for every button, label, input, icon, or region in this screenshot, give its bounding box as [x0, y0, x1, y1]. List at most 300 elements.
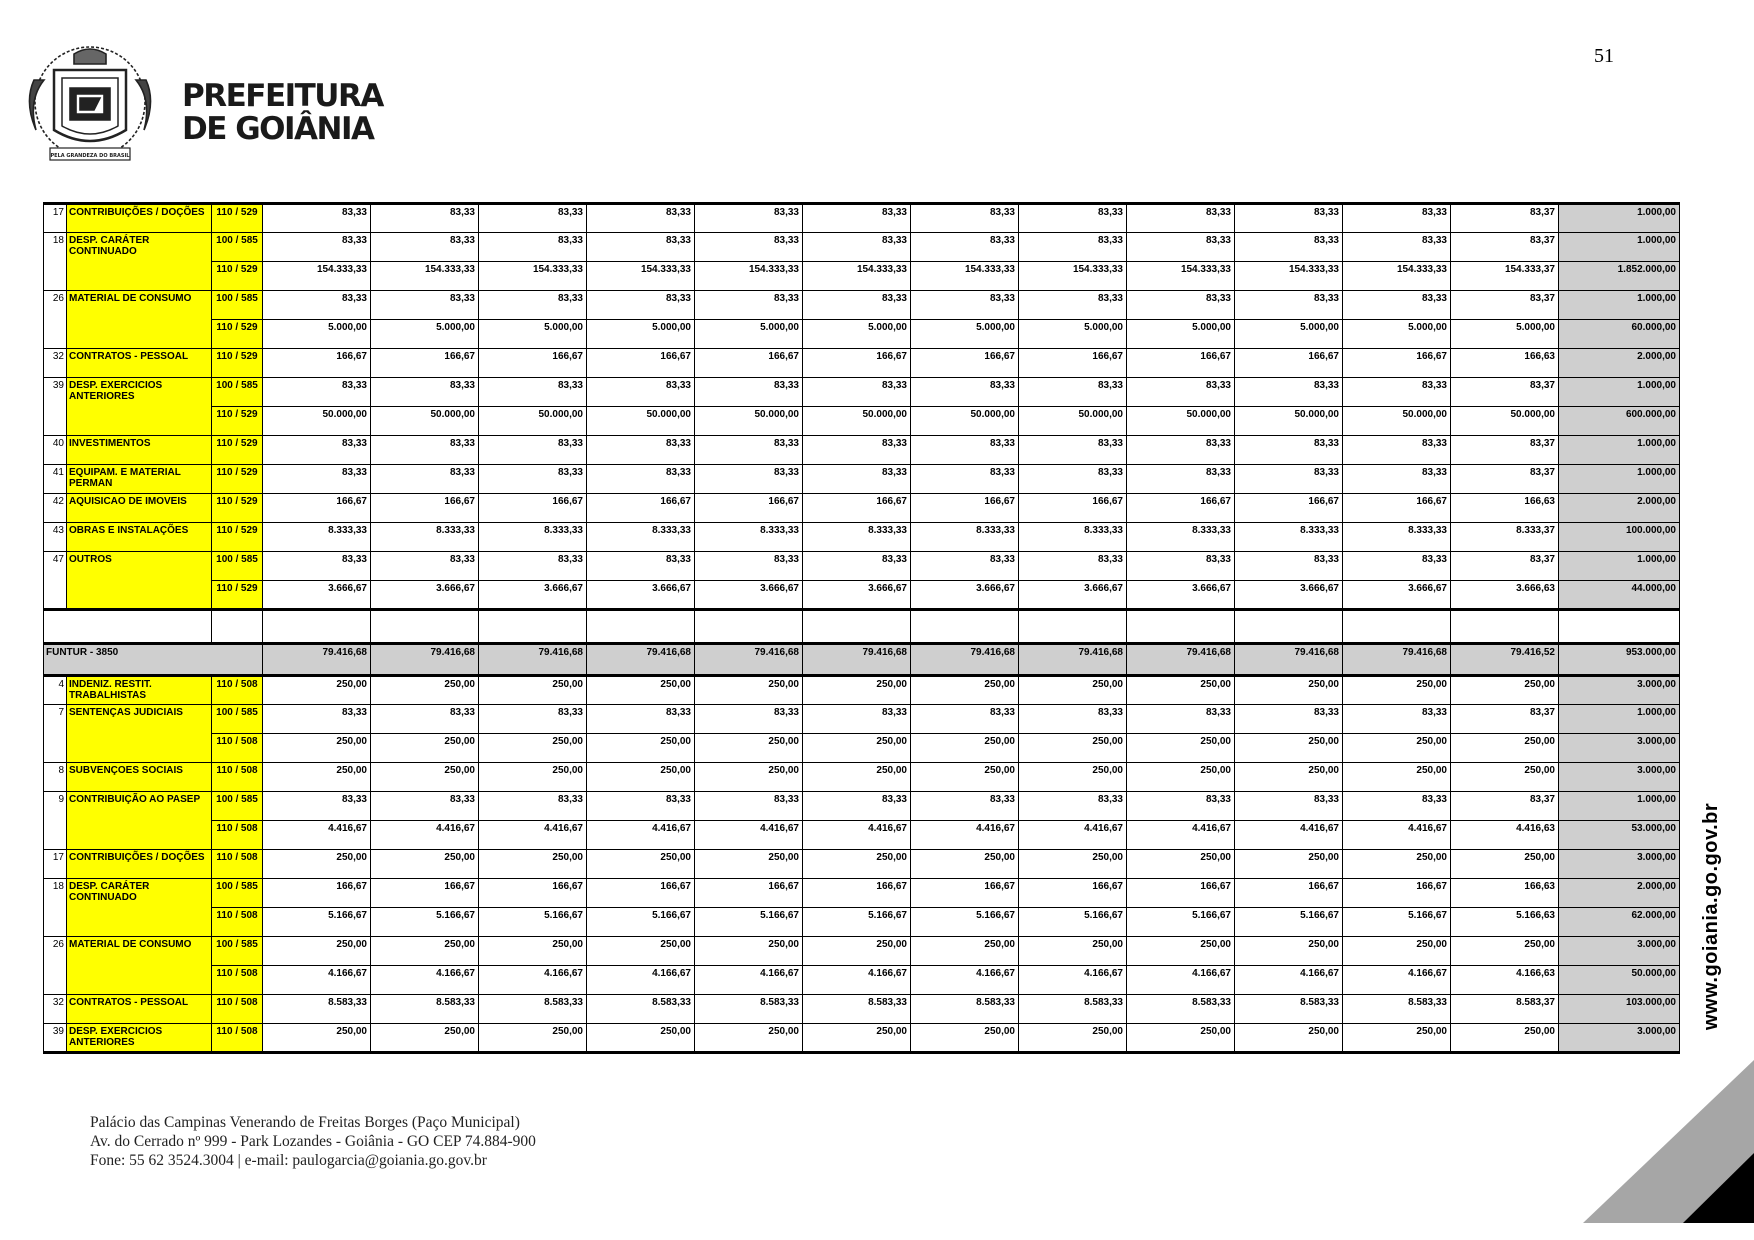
month-value: 250,00 — [587, 850, 695, 879]
item-description-cell — [44, 494, 212, 523]
wordmark-line1: PREFEITURA — [182, 78, 383, 114]
month-value: 3.666,67 — [587, 581, 695, 610]
month-value: 83,33 — [695, 705, 803, 734]
month-value: 250,00 — [1127, 1024, 1235, 1053]
month-value: 250,00 — [1235, 1024, 1343, 1053]
month-value: 3.666,67 — [695, 581, 803, 610]
month-value: 8.583,33 — [1127, 995, 1235, 1024]
source-code: 110 / 529 — [212, 349, 263, 378]
month-value: 250,00 — [479, 763, 587, 792]
table-row — [44, 407, 1680, 436]
row-total: 2.000,00 — [1559, 349, 1680, 378]
month-value: 4.166,67 — [911, 966, 1019, 995]
item-description-wrap — [44, 792, 211, 821]
month-value: 83,33 — [587, 204, 695, 233]
month-value: 83,33 — [1343, 204, 1451, 233]
month-value: 250,00 — [1127, 734, 1235, 763]
month-value: 250,00 — [263, 1024, 371, 1053]
item-description-cell — [44, 465, 212, 494]
month-value: 166,67 — [803, 879, 911, 908]
item-number: 26 — [52, 293, 64, 304]
month-value: 4.416,67 — [263, 821, 371, 850]
month-value: 83,33 — [1235, 792, 1343, 821]
item-description-wrap — [44, 436, 211, 464]
item-description-cell — [44, 792, 212, 821]
month-value: 4.166,67 — [371, 966, 479, 995]
month-value: 83,33 — [803, 705, 911, 734]
item-description-wrap — [44, 465, 211, 493]
table-row — [44, 676, 1680, 705]
month-value: 83,33 — [1019, 465, 1127, 494]
month-value: 250,00 — [803, 1024, 911, 1053]
wordmark-line2: DE GOIÂNIA — [182, 111, 374, 147]
row-total: 3.000,00 — [1559, 1024, 1680, 1053]
month-value: 83,33 — [1343, 792, 1451, 821]
month-value: 8.583,37 — [1451, 995, 1559, 1024]
month-value: 250,00 — [1019, 937, 1127, 966]
month-value: 83,33 — [803, 465, 911, 494]
item-description-cell — [44, 407, 212, 436]
month-value: 50.000,00 — [263, 407, 371, 436]
month-value: 83,37 — [1451, 291, 1559, 320]
item-number: 41 — [52, 467, 64, 478]
month-value: 83,33 — [587, 705, 695, 734]
item-description-cell — [44, 436, 212, 465]
month-value: 8.583,33 — [1343, 995, 1451, 1024]
footer-line3: Fone: 55 62 3524.3004 | e-mail: paulogarcia@goiania.go.gov.br — [90, 1152, 487, 1169]
item-description: DESP. CARÁTER CONTINUADO — [66, 233, 211, 262]
fund-month-total: 79.416,68 — [263, 644, 371, 676]
month-value: 3.666,67 — [911, 581, 1019, 610]
page-number: 51 — [1594, 45, 1614, 67]
month-value: 4.416,67 — [911, 821, 1019, 850]
item-description-cell — [44, 204, 212, 233]
month-value: 250,00 — [1127, 937, 1235, 966]
item-number: 43 — [52, 525, 64, 536]
item-description-cell — [44, 378, 212, 407]
month-value: 83,33 — [1127, 204, 1235, 233]
month-value: 83,33 — [371, 465, 479, 494]
item-description-wrap — [44, 995, 211, 1023]
source-code: 110 / 529 — [212, 494, 263, 523]
month-value: 83,33 — [263, 233, 371, 262]
month-value: 154.333,33 — [371, 262, 479, 291]
item-description-cell — [44, 233, 212, 262]
month-value: 83,33 — [695, 378, 803, 407]
item-description-wrap — [44, 966, 211, 995]
item-description: SENTENÇAS JUDICIAIS — [66, 705, 211, 734]
item-number: 26 — [52, 939, 64, 950]
side-website-url: www.goiania.go.gov.br — [1700, 802, 1722, 1030]
month-value: 166,67 — [695, 879, 803, 908]
month-value: 166,67 — [371, 879, 479, 908]
row-total: 62.000,00 — [1559, 908, 1680, 937]
month-value: 4.416,63 — [1451, 821, 1559, 850]
month-value: 154.333,33 — [1019, 262, 1127, 291]
item-description — [66, 821, 211, 850]
item-description-cell — [44, 908, 212, 937]
source-code: 110 / 508 — [212, 995, 263, 1024]
svg-text:PELA GRANDEZA DO BRASIL: PELA GRANDEZA DO BRASIL — [50, 153, 130, 159]
item-number — [44, 734, 66, 763]
month-value: 166,67 — [1343, 349, 1451, 378]
month-value: 83,33 — [1019, 204, 1127, 233]
source-code: 110 / 529 — [212, 407, 263, 436]
item-description: CONTRIBUIÇÕES / DOÇÕES — [66, 205, 211, 232]
item-description-cell — [44, 821, 212, 850]
item-description-cell — [44, 523, 212, 552]
month-value: 5.000,00 — [1019, 320, 1127, 349]
month-value: 166,67 — [803, 349, 911, 378]
month-value: 166,67 — [1019, 349, 1127, 378]
row-total: 3.000,00 — [1559, 734, 1680, 763]
month-value: 83,33 — [587, 378, 695, 407]
month-value: 250,00 — [1127, 676, 1235, 705]
month-value: 83,33 — [1235, 378, 1343, 407]
item-description-wrap — [44, 523, 211, 551]
month-value: 83,33 — [479, 792, 587, 821]
month-value: 4.166,67 — [803, 966, 911, 995]
item-description: DESP. CARÁTER CONTINUADO — [66, 879, 211, 908]
empty-cell — [1451, 610, 1559, 644]
empty-cell — [1559, 610, 1680, 644]
month-value: 154.333,33 — [695, 262, 803, 291]
item-description: MATERIAL DE CONSUMO — [66, 291, 211, 320]
month-value: 83,33 — [1127, 552, 1235, 581]
item-number: 18 — [52, 235, 64, 246]
item-number: 39 — [52, 1026, 64, 1037]
item-description-wrap — [44, 320, 211, 349]
item-number: 32 — [52, 351, 64, 362]
month-value: 83,33 — [587, 233, 695, 262]
table-row — [44, 966, 1680, 995]
table-row — [44, 291, 1680, 320]
row-total: 3.000,00 — [1559, 850, 1680, 879]
month-value: 250,00 — [1451, 937, 1559, 966]
month-value: 4.416,67 — [1235, 821, 1343, 850]
table-row — [44, 233, 1680, 262]
month-value: 166,67 — [263, 879, 371, 908]
month-value: 50.000,00 — [587, 407, 695, 436]
month-value: 250,00 — [1343, 1024, 1451, 1053]
month-value: 8.333,37 — [1451, 523, 1559, 552]
source-code: 100 / 585 — [212, 705, 263, 734]
month-value: 250,00 — [1235, 937, 1343, 966]
month-value: 8.333,33 — [695, 523, 803, 552]
month-value: 250,00 — [1451, 763, 1559, 792]
month-value: 250,00 — [695, 850, 803, 879]
month-value: 166,67 — [1343, 494, 1451, 523]
month-value: 83,33 — [911, 792, 1019, 821]
item-number: 42 — [52, 496, 64, 507]
row-total: 53.000,00 — [1559, 821, 1680, 850]
month-value: 250,00 — [803, 676, 911, 705]
table-row — [44, 494, 1680, 523]
spacer-row — [44, 610, 1680, 644]
month-value: 250,00 — [911, 763, 1019, 792]
month-value: 166,67 — [479, 879, 587, 908]
month-value: 166,67 — [911, 879, 1019, 908]
month-value: 250,00 — [1343, 850, 1451, 879]
month-value: 4.416,67 — [803, 821, 911, 850]
item-description-wrap — [44, 262, 211, 291]
month-value: 250,00 — [479, 937, 587, 966]
month-value: 250,00 — [1019, 734, 1127, 763]
month-value: 83,33 — [1235, 552, 1343, 581]
month-value: 83,37 — [1451, 552, 1559, 581]
source-code: 110 / 508 — [212, 763, 263, 792]
source-code: 110 / 529 — [212, 204, 263, 233]
month-value: 83,33 — [911, 705, 1019, 734]
item-description-cell — [44, 581, 212, 610]
month-value: 83,37 — [1451, 465, 1559, 494]
month-value: 166,67 — [911, 494, 1019, 523]
fund-month-total: 79.416,68 — [1127, 644, 1235, 676]
month-value: 250,00 — [1019, 763, 1127, 792]
item-number — [44, 908, 66, 937]
month-value: 250,00 — [263, 676, 371, 705]
month-value: 5.166,67 — [1127, 908, 1235, 937]
item-number — [44, 407, 66, 436]
month-value: 83,33 — [587, 552, 695, 581]
footer-line1: Palácio das Campinas Venerando de Freitas Borges (Paço Municipal) — [90, 1114, 520, 1131]
fund-month-total: 79.416,68 — [1019, 644, 1127, 676]
row-total: 2.000,00 — [1559, 879, 1680, 908]
row-total: 1.000,00 — [1559, 378, 1680, 407]
month-value: 250,00 — [803, 763, 911, 792]
month-value: 250,00 — [371, 1024, 479, 1053]
item-description — [66, 262, 211, 291]
month-value: 83,33 — [1127, 233, 1235, 262]
table-row — [44, 879, 1680, 908]
item-description-wrap — [44, 205, 211, 232]
month-value: 3.666,67 — [803, 581, 911, 610]
item-description-wrap — [44, 677, 211, 704]
source-code: 110 / 508 — [212, 850, 263, 879]
month-value: 50.000,00 — [803, 407, 911, 436]
month-value: 8.333,33 — [587, 523, 695, 552]
item-description-cell — [44, 995, 212, 1024]
table-row — [44, 465, 1680, 494]
item-number: 8 — [58, 765, 64, 776]
row-total: 600.000,00 — [1559, 407, 1680, 436]
month-value: 5.000,00 — [263, 320, 371, 349]
source-code: 100 / 585 — [212, 233, 263, 262]
month-value: 154.333,33 — [1343, 262, 1451, 291]
month-value: 4.166,67 — [1019, 966, 1127, 995]
item-number: 17 — [52, 852, 64, 863]
row-total: 1.000,00 — [1559, 465, 1680, 494]
item-description — [66, 407, 211, 436]
row-total: 103.000,00 — [1559, 995, 1680, 1024]
month-value: 5.166,67 — [479, 908, 587, 937]
item-description-wrap — [44, 581, 211, 609]
month-value: 5.000,00 — [587, 320, 695, 349]
fund-total-row — [44, 644, 1680, 676]
item-number: 9 — [58, 794, 64, 805]
city-seal-logo — [14, 40, 166, 170]
month-value: 50.000,00 — [1235, 407, 1343, 436]
month-value: 250,00 — [1451, 850, 1559, 879]
month-value: 83,33 — [1235, 233, 1343, 262]
month-value: 3.666,67 — [1235, 581, 1343, 610]
item-description-wrap — [44, 552, 211, 581]
month-value: 250,00 — [911, 850, 1019, 879]
month-value: 166,63 — [1451, 879, 1559, 908]
row-total: 100.000,00 — [1559, 523, 1680, 552]
row-total: 1.000,00 — [1559, 204, 1680, 233]
month-value: 83,33 — [1235, 465, 1343, 494]
month-value: 3.666,67 — [479, 581, 587, 610]
month-value: 166,67 — [911, 349, 1019, 378]
item-description-cell — [44, 552, 212, 581]
row-total: 1.000,00 — [1559, 792, 1680, 821]
item-description-wrap — [44, 821, 211, 850]
month-value: 83,33 — [803, 378, 911, 407]
month-value: 250,00 — [371, 937, 479, 966]
table-row — [44, 204, 1680, 233]
month-value: 83,33 — [1235, 436, 1343, 465]
month-value: 5.166,67 — [1019, 908, 1127, 937]
month-value: 4.166,67 — [695, 966, 803, 995]
month-value: 83,33 — [803, 291, 911, 320]
month-value: 83,33 — [1127, 792, 1235, 821]
month-value: 83,33 — [911, 378, 1019, 407]
table-row — [44, 378, 1680, 407]
item-number: 32 — [52, 997, 64, 1008]
month-value: 166,67 — [1235, 349, 1343, 378]
month-value: 4.166,63 — [1451, 966, 1559, 995]
table-row — [44, 349, 1680, 378]
month-value: 83,33 — [371, 204, 479, 233]
row-total: 50.000,00 — [1559, 966, 1680, 995]
fund-month-total: 79.416,68 — [911, 644, 1019, 676]
source-code: 110 / 529 — [212, 581, 263, 610]
item-number: 18 — [52, 881, 64, 892]
month-value: 83,33 — [1343, 291, 1451, 320]
month-value: 83,33 — [587, 291, 695, 320]
month-value: 83,33 — [1343, 465, 1451, 494]
item-description-wrap — [44, 850, 211, 878]
row-total: 1.000,00 — [1559, 552, 1680, 581]
source-code: 110 / 508 — [212, 966, 263, 995]
month-value: 83,33 — [1235, 204, 1343, 233]
month-value: 8.583,33 — [1235, 995, 1343, 1024]
month-value: 166,67 — [263, 349, 371, 378]
item-description: OBRAS E INSTALAÇÕES — [66, 523, 211, 551]
month-value: 166,67 — [695, 349, 803, 378]
month-value: 83,33 — [1127, 291, 1235, 320]
fund-month-total: 79.416,68 — [695, 644, 803, 676]
row-total: 1.000,00 — [1559, 233, 1680, 262]
source-code: 110 / 529 — [212, 523, 263, 552]
month-value: 5.166,67 — [1235, 908, 1343, 937]
month-value: 250,00 — [803, 850, 911, 879]
month-value: 83,33 — [1019, 552, 1127, 581]
table-row — [44, 552, 1680, 581]
month-value: 154.333,33 — [1127, 262, 1235, 291]
month-value: 166,67 — [371, 349, 479, 378]
month-value: 8.583,33 — [695, 995, 803, 1024]
month-value: 83,37 — [1451, 233, 1559, 262]
month-value: 83,33 — [371, 291, 479, 320]
month-value: 50.000,00 — [911, 407, 1019, 436]
month-value: 250,00 — [1235, 763, 1343, 792]
month-value: 83,33 — [479, 204, 587, 233]
month-value: 250,00 — [1127, 763, 1235, 792]
month-value: 83,33 — [911, 233, 1019, 262]
month-value: 83,33 — [263, 436, 371, 465]
item-description-cell — [44, 676, 212, 705]
month-value: 166,67 — [479, 494, 587, 523]
row-total: 1.000,00 — [1559, 436, 1680, 465]
source-code: 110 / 508 — [212, 821, 263, 850]
month-value: 250,00 — [371, 763, 479, 792]
month-value: 83,33 — [587, 436, 695, 465]
month-value: 154.333,33 — [263, 262, 371, 291]
month-value: 250,00 — [1343, 676, 1451, 705]
month-value: 166,63 — [1451, 349, 1559, 378]
month-value: 154.333,33 — [911, 262, 1019, 291]
month-value: 4.416,67 — [587, 821, 695, 850]
item-description-wrap — [44, 233, 211, 262]
item-description-wrap — [44, 407, 211, 436]
month-value: 83,33 — [1019, 378, 1127, 407]
item-number: 39 — [52, 380, 64, 391]
month-value: 83,33 — [695, 436, 803, 465]
item-description-cell — [44, 262, 212, 291]
month-value: 154.333,33 — [587, 262, 695, 291]
fund-month-total: 79.416,52 — [1451, 644, 1559, 676]
empty-cell — [371, 610, 479, 644]
month-value: 250,00 — [1235, 676, 1343, 705]
item-description-cell — [44, 763, 212, 792]
table-row — [44, 1024, 1680, 1053]
month-value: 83,33 — [803, 233, 911, 262]
month-value: 50.000,00 — [371, 407, 479, 436]
month-value: 83,33 — [371, 233, 479, 262]
item-description: INVESTIMENTOS — [66, 436, 211, 464]
source-code: 100 / 585 — [212, 291, 263, 320]
month-value: 5.000,00 — [1451, 320, 1559, 349]
footer-address — [90, 1113, 536, 1170]
item-description-cell — [44, 850, 212, 879]
month-value: 4.166,67 — [1343, 966, 1451, 995]
month-value: 166,67 — [1235, 494, 1343, 523]
item-description: EQUIPAM. E MATERIAL PERMAN — [66, 465, 211, 493]
item-description-wrap — [44, 734, 211, 763]
month-value: 83,33 — [371, 378, 479, 407]
month-value: 250,00 — [479, 734, 587, 763]
table-row — [44, 850, 1680, 879]
month-value: 250,00 — [1343, 937, 1451, 966]
month-value: 166,67 — [479, 349, 587, 378]
month-value: 8.583,33 — [803, 995, 911, 1024]
month-value: 83,33 — [803, 552, 911, 581]
month-value: 250,00 — [479, 1024, 587, 1053]
fund-month-total: 79.416,68 — [371, 644, 479, 676]
month-value: 5.166,67 — [803, 908, 911, 937]
fund-month-total: 79.416,68 — [1235, 644, 1343, 676]
item-description-cell — [44, 320, 212, 349]
source-code: 100 / 585 — [212, 937, 263, 966]
empty-cell — [695, 610, 803, 644]
month-value: 83,37 — [1451, 705, 1559, 734]
month-value: 83,33 — [587, 465, 695, 494]
month-value: 83,33 — [479, 233, 587, 262]
month-value: 250,00 — [695, 1024, 803, 1053]
empty-cell — [44, 610, 212, 644]
